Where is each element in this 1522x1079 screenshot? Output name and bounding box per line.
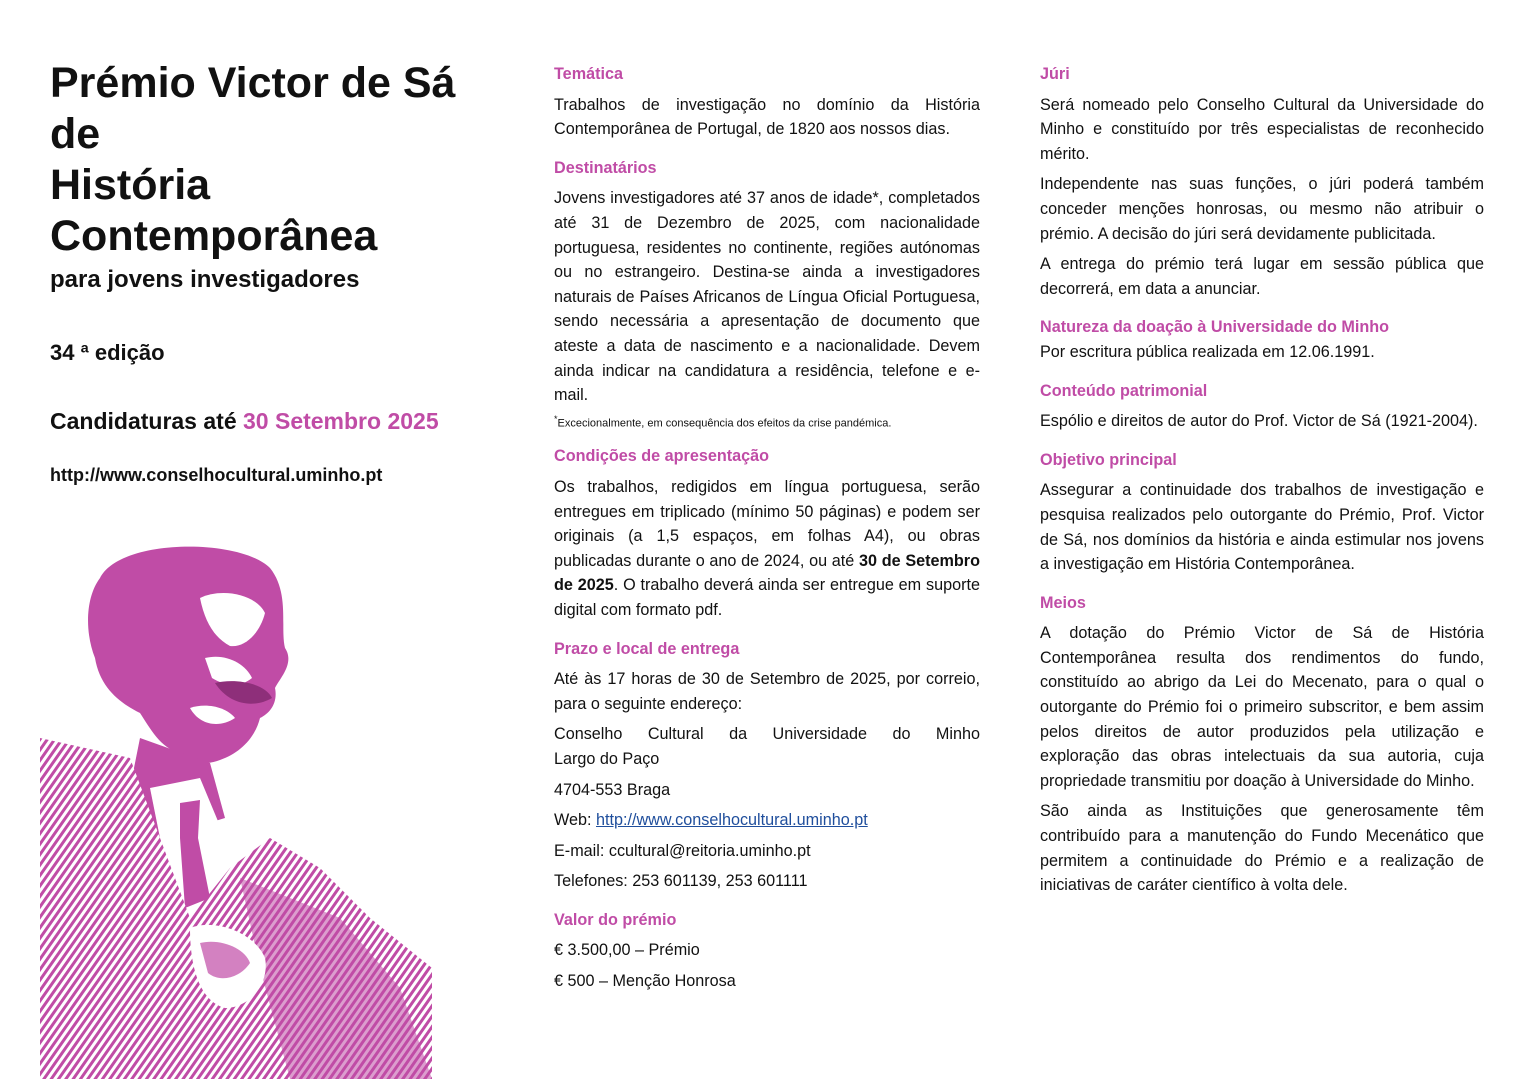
title-line: História — [50, 161, 211, 209]
postal-code: 4704-553 Braga — [554, 780, 671, 799]
address-line-1: Conselho Cultural da Universidade do Minho — [554, 725, 980, 744]
deadline-prefix: Candidaturas até — [50, 408, 243, 434]
portrait-illustration-icon — [40, 538, 432, 1079]
section-text: Assegurar a continuidade dos trabalhos de investigação e pesquisa realizados pelo outorgante do Prémio, Prof. Victor de Sá, nos domínios da história e ainda estimular nos jovens a investigação em História Contemporânea. — [1040, 481, 1484, 574]
section-text: Espólio e direitos de autor do Prof. Victor de Sá (1921-2004). — [1040, 412, 1478, 431]
section-text: Trabalhos de investigação no domínio da História Contemporânea de Portugal, de 1820 aos nossos dias. — [554, 95, 980, 139]
section-conteudo — [1040, 379, 1484, 434]
title-line: Prémio Victor de Sá — [50, 59, 456, 107]
title-line: Contemporânea — [50, 212, 378, 260]
section-heading: Destinatários — [554, 158, 657, 177]
section-condicoes — [554, 444, 980, 622]
section-text: Jovens investigadores até 37 anos de idade*, completados até 31 de Dezembro de 2025, com nacionalidade portuguesa, residentes no continente, regiões autónomas ou no estrangeiro. Destina-se ainda a investigadores naturais de Países Africanos de Língua Oficial Portuguesa, sendo necessária a apresentação de documento que ateste a data de nascimento e a nacionalidade. Devem ainda indicar na candidatura a residência, telefone e e-mail. — [554, 189, 980, 405]
condicoes-deadline: 30 de Setembro de 2025 — [554, 551, 980, 595]
section-heading: Júri — [1040, 65, 1070, 83]
address-line-2: Largo do Paço — [554, 749, 660, 768]
section-tematica — [554, 62, 980, 142]
web-link[interactable]: http://www.conselhocultural.uminho.pt — [596, 811, 868, 830]
condicoes-text-before: Os trabalhos, redigidos em língua portuguesa, serão entregues em triplicado (mínimo 50 páginas) e podem ser originais (a 1,5 espaços, em folhas A4), ou obras publicadas durante o ano de 2024, ou até — [554, 477, 980, 570]
section-text: Será nomeado pelo Conselho Cultural da Universidade do Minho e constituído por três especialistas de reconhecido mérito. — [1040, 95, 1484, 163]
section-heading: Valor do prémio — [554, 910, 677, 929]
footnote-mark: * — [554, 413, 558, 424]
title-line: de — [50, 110, 101, 158]
prize-value: € 3.500,00 – Prémio — [554, 941, 700, 960]
section-heading: Temática — [554, 65, 623, 83]
info-column-right — [1040, 62, 1484, 912]
section-heading: Prazo e local de entrega — [554, 639, 740, 658]
section-valor — [554, 908, 980, 994]
edition-label: 34 ª edição — [50, 340, 165, 365]
web-label: Web: — [554, 811, 596, 830]
section-text: A entrega do prémio terá lugar em sessão pública que decorrerá, em data a anunciar. — [1040, 255, 1484, 298]
section-heading: Condições de apresentação — [554, 447, 770, 466]
footnote-text: Excecionalmente, em consequência dos efeitos da crise pandémica. — [557, 417, 892, 430]
section-juri — [1040, 62, 1484, 301]
email-line[interactable]: E-mail: ccultural@reitoria.uminho.pt — [554, 841, 811, 860]
section-heading: Meios — [1040, 593, 1086, 612]
deadline-date: 30 Setembro 2025 — [243, 408, 439, 434]
section-text: São ainda as Instituições que generosamente têm contribuído para a manutenção do Fundo Mecenático que permitem a continuidade do Prémio e a realização de iniciativas de caráter científico à volta dele. — [1040, 802, 1484, 895]
section-destinatarios — [554, 156, 980, 431]
condicoes-text-after: . O trabalho deverá ainda ser entregue em suporte digital com formato pdf. — [554, 576, 980, 619]
section-natureza — [1040, 315, 1484, 364]
title-block — [50, 58, 510, 486]
section-text: Por escritura pública realizada em 12.06.1991. — [1040, 342, 1375, 361]
section-text: Independente nas suas funções, o júri poderá também conceder menções honrosas, ou mesmo não atribuir o prémio. A decisão do júri será devidamente publicitada. — [1040, 175, 1484, 243]
section-heading: Natureza da doação à Universidade do Minho — [1040, 318, 1390, 337]
section-prazo — [554, 637, 980, 894]
info-column-middle — [554, 62, 980, 1008]
section-objetivo — [1040, 448, 1484, 577]
section-heading: Conteúdo patrimonial — [1040, 381, 1208, 400]
phones-line: Telefones: 253 601139, 253 601111 — [554, 872, 808, 891]
section-meios — [1040, 591, 1484, 898]
section-text: A dotação do Prémio Victor de Sá de História Contemporânea resulta dos rendimentos do fundo, constituído ao abrigo da Lei do Mecenato, para o qual o outorgante do Prémio foi o primeiro subscritor, e bem assim pelos direitos de autor produzidos pela utilização e exploração das obras intelectuais da sua autoria, cuja propriedade transmitiu por doação à Universidade do Minho. — [1040, 624, 1484, 790]
page-title — [50, 58, 510, 262]
subtitle: para jovens investigadores — [50, 266, 360, 293]
section-heading: Objetivo principal — [1040, 450, 1177, 469]
website-url[interactable]: http://www.conselhocultural.uminho.pt — [50, 465, 383, 485]
section-text — [554, 475, 980, 623]
prazo-intro: Até às 17 horas de 30 de Setembro de 2025, por correio, para o seguinte endereço: — [554, 670, 980, 713]
mention-value: € 500 – Menção Honrosa — [554, 972, 736, 991]
footnote — [554, 412, 980, 431]
deadline-line — [50, 408, 510, 435]
web-line — [554, 808, 980, 833]
